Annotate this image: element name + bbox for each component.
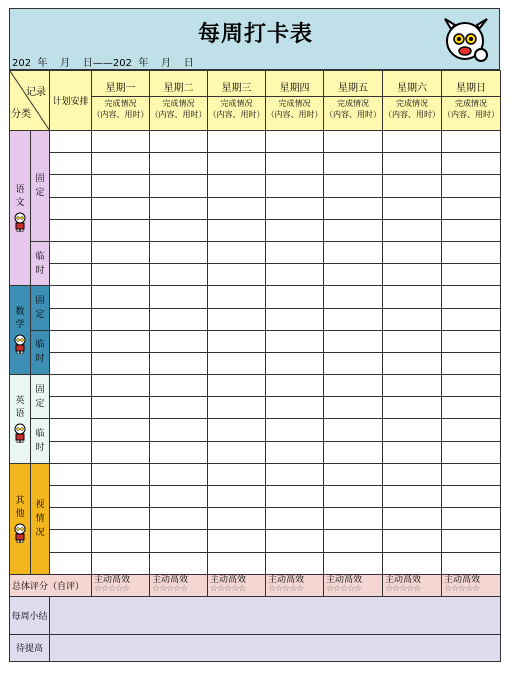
weekly-summary-label: 每周小结 <box>10 596 50 634</box>
to-improve-row <box>10 634 501 661</box>
completion-cell[interactable] <box>324 508 383 530</box>
rating-stars[interactable]: ☆☆☆☆☆ <box>326 584 362 595</box>
plan-cell[interactable] <box>50 131 92 153</box>
completion-cell[interactable] <box>442 508 501 530</box>
plan-cell[interactable] <box>50 153 92 175</box>
plan-cell[interactable] <box>50 219 92 241</box>
table-row <box>10 352 501 374</box>
completion-cell[interactable] <box>442 486 501 508</box>
table-row <box>10 508 501 530</box>
kind-temp-english: 临 时 <box>31 419 50 463</box>
completion-cell[interactable] <box>92 375 150 397</box>
completion-cell[interactable] <box>383 486 442 508</box>
completion-cell[interactable] <box>208 219 266 241</box>
plan-cell[interactable] <box>50 530 92 552</box>
to-improve-label: 待提高 <box>10 634 50 661</box>
kind-other: 视 情 况 <box>31 463 50 574</box>
completion-cell[interactable] <box>383 552 442 574</box>
plan-cell[interactable] <box>50 286 92 308</box>
score-cell[interactable] <box>150 574 208 596</box>
kind-temp-math: 临 时 <box>31 330 50 374</box>
plan-cell[interactable] <box>50 508 92 530</box>
plan-cell[interactable] <box>50 419 92 441</box>
score-proactive-label: 主动高效 <box>94 575 131 586</box>
completion-cell[interactable] <box>383 352 442 374</box>
completion-cell[interactable] <box>442 397 501 419</box>
completion-cell[interactable] <box>266 486 324 508</box>
score-cell[interactable] <box>92 574 150 596</box>
table-row <box>10 397 501 419</box>
completion-cell[interactable] <box>150 463 208 485</box>
day-header-thu: 星期四 完成情况 （内容、用时） <box>266 71 324 131</box>
table-row <box>10 530 501 552</box>
completion-cell[interactable] <box>150 352 208 374</box>
completion-cell[interactable] <box>324 153 383 175</box>
completion-cell[interactable] <box>442 552 501 574</box>
completion-cell[interactable] <box>92 330 150 352</box>
plan-cell[interactable] <box>50 375 92 397</box>
completion-cell[interactable] <box>92 441 150 463</box>
completion-cell[interactable] <box>150 131 208 153</box>
completion-cell[interactable] <box>324 552 383 574</box>
kind-fixed-math: 固 定 <box>31 286 50 330</box>
table-row <box>10 153 501 175</box>
completion-cell[interactable] <box>442 308 501 330</box>
completion-cell[interactable] <box>266 352 324 374</box>
plan-cell[interactable] <box>50 264 92 286</box>
weekly-checkin-sheet <box>9 8 500 674</box>
completion-cell[interactable] <box>266 175 324 197</box>
completion-cell[interactable] <box>383 308 442 330</box>
table-row <box>10 241 501 263</box>
table-row <box>10 131 501 153</box>
completion-cell[interactable] <box>324 330 383 352</box>
score-proactive-label: 主动高效 <box>385 575 422 586</box>
completion-cell[interactable] <box>266 419 324 441</box>
completion-cell[interactable] <box>383 153 442 175</box>
completion-cell[interactable] <box>266 131 324 153</box>
completion-cell[interactable] <box>92 264 150 286</box>
table-row <box>10 441 501 463</box>
plan-cell[interactable] <box>50 308 92 330</box>
completion-cell[interactable] <box>150 241 208 263</box>
day-header-sat: 星期六 完成情况 （内容、用时） <box>383 71 442 131</box>
score-proactive-label: 主动高效 <box>152 575 189 586</box>
day-header-tue: 星期二 完成情况 （内容、用时） <box>150 71 208 131</box>
completion-cell[interactable] <box>150 419 208 441</box>
completion-cell[interactable] <box>324 197 383 219</box>
completion-cell[interactable] <box>208 530 266 552</box>
completion-cell[interactable] <box>266 153 324 175</box>
completion-cell[interactable] <box>208 486 266 508</box>
rating-stars[interactable]: ☆☆☆☆☆ <box>444 584 480 595</box>
completion-cell[interactable] <box>92 197 150 219</box>
completion-cell[interactable] <box>208 397 266 419</box>
mascot-icon <box>441 15 491 65</box>
completion-cell[interactable] <box>150 441 208 463</box>
kind-fixed-chinese: 固 定 <box>31 131 50 242</box>
completion-cell[interactable] <box>208 508 266 530</box>
diagonal-line <box>10 71 50 131</box>
completion-cell[interactable] <box>442 153 501 175</box>
completion-cell[interactable] <box>442 286 501 308</box>
completion-cell[interactable] <box>324 397 383 419</box>
completion-cell[interactable] <box>208 264 266 286</box>
completion-cell[interactable] <box>208 552 266 574</box>
completion-cell[interactable] <box>92 486 150 508</box>
plan-cell[interactable] <box>50 463 92 485</box>
completion-cell[interactable] <box>324 486 383 508</box>
completion-cell[interactable] <box>324 264 383 286</box>
completion-cell[interactable] <box>266 441 324 463</box>
cartoon-hero-icon <box>12 423 28 443</box>
score-row <box>10 574 501 596</box>
completion-cell[interactable] <box>208 197 266 219</box>
checkin-table <box>9 70 501 131</box>
page-title: 每周打卡表 <box>197 22 313 47</box>
score-proactive-label: 主动高效 <box>268 575 305 586</box>
score-cell[interactable] <box>266 574 324 596</box>
plan-cell[interactable] <box>50 175 92 197</box>
completion-cell[interactable] <box>383 419 442 441</box>
completion-cell[interactable] <box>266 197 324 219</box>
kind-temp-chinese: 临 时 <box>31 241 50 285</box>
table-row <box>10 264 501 286</box>
completion-cell[interactable] <box>383 330 442 352</box>
plan-cell[interactable] <box>50 486 92 508</box>
completion-cell[interactable] <box>150 375 208 397</box>
score-proactive-label: 主动高效 <box>326 575 363 586</box>
completion-cell[interactable] <box>208 175 266 197</box>
cartoon-hero-icon <box>12 212 28 232</box>
completion-cell[interactable] <box>208 375 266 397</box>
score-cell[interactable] <box>383 574 442 596</box>
corner-cell <box>10 71 50 131</box>
completion-cell[interactable] <box>383 264 442 286</box>
completion-cell[interactable] <box>324 175 383 197</box>
corner-label-category: 分类 <box>11 109 31 120</box>
rating-stars[interactable]: ☆☆☆☆☆ <box>268 584 304 595</box>
completion-cell[interactable] <box>92 463 150 485</box>
table-row <box>10 486 501 508</box>
score-cell[interactable] <box>442 574 501 596</box>
completion-cell[interactable] <box>266 241 324 263</box>
score-proactive-label: 主动高效 <box>444 575 481 586</box>
subject-math: 数 学 <box>10 286 31 375</box>
table-row <box>10 197 501 219</box>
completion-cell[interactable] <box>150 552 208 574</box>
completion-cell[interactable] <box>266 308 324 330</box>
to-improve-field[interactable] <box>50 634 501 661</box>
score-proactive-label: 主动高效 <box>210 575 247 586</box>
score-cell[interactable] <box>324 574 383 596</box>
weekly-summary-field[interactable] <box>50 596 501 634</box>
plan-cell[interactable] <box>50 441 92 463</box>
completion-cell[interactable] <box>383 286 442 308</box>
completion-cell[interactable] <box>208 153 266 175</box>
score-label: 总体评分（自评） <box>10 574 92 596</box>
weekly-summary-row <box>10 596 501 634</box>
day-header-mon: 星期一 完成情况 （内容、用时） <box>92 71 150 131</box>
completion-cell[interactable] <box>383 175 442 197</box>
completion-cell[interactable] <box>150 486 208 508</box>
completion-cell[interactable] <box>324 375 383 397</box>
plan-cell[interactable] <box>50 352 92 374</box>
completion-cell[interactable] <box>324 352 383 374</box>
completion-cell[interactable] <box>92 241 150 263</box>
completion-cell[interactable] <box>442 419 501 441</box>
table-row <box>10 286 501 308</box>
completion-cell[interactable] <box>383 241 442 263</box>
completion-cell[interactable] <box>324 463 383 485</box>
plan-cell[interactable] <box>50 197 92 219</box>
completion-cell[interactable] <box>208 352 266 374</box>
table-row <box>10 330 501 352</box>
completion-cell[interactable] <box>92 352 150 374</box>
completion-cell[interactable] <box>324 530 383 552</box>
completion-cell[interactable] <box>92 131 150 153</box>
subject-other: 其 他 <box>10 463 31 574</box>
completion-cell[interactable] <box>150 153 208 175</box>
title-band <box>9 8 500 70</box>
completion-cell[interactable] <box>442 441 501 463</box>
completion-cell[interactable] <box>324 286 383 308</box>
completion-cell[interactable] <box>266 530 324 552</box>
header-row <box>10 71 501 131</box>
completion-cell[interactable] <box>92 397 150 419</box>
completion-cell[interactable] <box>324 131 383 153</box>
table-row <box>10 419 501 441</box>
completion-cell[interactable] <box>92 508 150 530</box>
completion-cell[interactable] <box>150 264 208 286</box>
completion-cell[interactable] <box>92 219 150 241</box>
completion-cell[interactable] <box>442 463 501 485</box>
completion-cell[interactable] <box>92 308 150 330</box>
completion-cell[interactable] <box>442 264 501 286</box>
completion-cell[interactable] <box>92 419 150 441</box>
completion-cell[interactable] <box>150 330 208 352</box>
completion-cell[interactable] <box>150 530 208 552</box>
completion-cell[interactable] <box>208 286 266 308</box>
completion-cell[interactable] <box>266 552 324 574</box>
completion-cell[interactable] <box>150 286 208 308</box>
day-header-sun: 星期日 完成情况 （内容、用时） <box>442 71 501 131</box>
completion-cell[interactable] <box>383 441 442 463</box>
completion-cell[interactable] <box>150 397 208 419</box>
completion-cell[interactable] <box>442 197 501 219</box>
completion-cell[interactable] <box>92 286 150 308</box>
subject-chinese: 语 文 <box>10 131 31 286</box>
date-range: 202 年 月 日——202 年 月 日 <box>12 58 194 69</box>
completion-cell[interactable] <box>266 286 324 308</box>
completion-cell[interactable] <box>266 397 324 419</box>
cartoon-hero-icon <box>12 334 28 354</box>
day-header-wed: 星期三 完成情况 （内容、用时） <box>208 71 266 131</box>
completion-cell[interactable] <box>92 175 150 197</box>
completion-cell[interactable] <box>324 219 383 241</box>
plan-cell[interactable] <box>50 241 92 263</box>
completion-cell[interactable] <box>266 508 324 530</box>
completion-cell[interactable] <box>208 308 266 330</box>
completion-cell[interactable] <box>150 308 208 330</box>
table-row <box>10 219 501 241</box>
completion-cell[interactable] <box>442 175 501 197</box>
completion-cell[interactable] <box>383 131 442 153</box>
day-header-fri: 星期五 完成情况 （内容、用时） <box>324 71 383 131</box>
completion-cell[interactable] <box>324 308 383 330</box>
rating-stars[interactable]: ☆☆☆☆☆ <box>94 584 130 595</box>
completion-cell[interactable] <box>150 508 208 530</box>
completion-cell[interactable] <box>208 463 266 485</box>
completion-cell[interactable] <box>442 131 501 153</box>
completion-cell[interactable] <box>442 241 501 263</box>
completion-cell[interactable] <box>442 352 501 374</box>
completion-cell[interactable] <box>208 330 266 352</box>
completion-cell[interactable] <box>208 131 266 153</box>
completion-cell[interactable] <box>266 463 324 485</box>
completion-cell[interactable] <box>442 330 501 352</box>
kind-fixed-english: 固 定 <box>31 375 50 419</box>
completion-cell[interactable] <box>208 241 266 263</box>
completion-cell[interactable] <box>150 219 208 241</box>
completion-cell[interactable] <box>150 175 208 197</box>
completion-cell[interactable] <box>92 552 150 574</box>
completion-cell[interactable] <box>383 197 442 219</box>
completion-cell[interactable] <box>383 508 442 530</box>
completion-cell[interactable] <box>266 264 324 286</box>
checkin-body <box>9 130 501 662</box>
cartoon-hero-icon <box>12 523 28 543</box>
completion-cell[interactable] <box>208 419 266 441</box>
completion-cell[interactable] <box>383 375 442 397</box>
table-row <box>10 308 501 330</box>
rating-stars[interactable]: ☆☆☆☆☆ <box>210 584 246 595</box>
completion-cell[interactable] <box>442 375 501 397</box>
rating-stars[interactable]: ☆☆☆☆☆ <box>152 584 188 595</box>
completion-cell[interactable] <box>266 219 324 241</box>
completion-cell[interactable] <box>150 197 208 219</box>
score-cell[interactable] <box>208 574 266 596</box>
completion-cell[interactable] <box>324 441 383 463</box>
completion-cell[interactable] <box>383 530 442 552</box>
completion-cell[interactable] <box>266 375 324 397</box>
completion-cell[interactable] <box>324 419 383 441</box>
plan-cell[interactable] <box>50 552 92 574</box>
table-row <box>10 463 501 485</box>
completion-cell[interactable] <box>208 441 266 463</box>
table-row <box>10 175 501 197</box>
completion-cell[interactable] <box>383 463 442 485</box>
completion-cell[interactable] <box>324 241 383 263</box>
completion-cell[interactable] <box>442 219 501 241</box>
plan-cell[interactable] <box>50 330 92 352</box>
corner-label-record: 记录 <box>26 87 46 98</box>
completion-cell[interactable] <box>442 530 501 552</box>
completion-cell[interactable] <box>383 219 442 241</box>
rating-stars[interactable]: ☆☆☆☆☆ <box>385 584 421 595</box>
plan-header: 计划安排 <box>50 71 92 131</box>
completion-cell[interactable] <box>92 530 150 552</box>
completion-cell[interactable] <box>383 397 442 419</box>
completion-cell[interactable] <box>266 330 324 352</box>
completion-cell[interactable] <box>92 153 150 175</box>
table-row <box>10 552 501 574</box>
plan-cell[interactable] <box>50 397 92 419</box>
table-row <box>10 375 501 397</box>
subject-english: 英 语 <box>10 375 31 464</box>
